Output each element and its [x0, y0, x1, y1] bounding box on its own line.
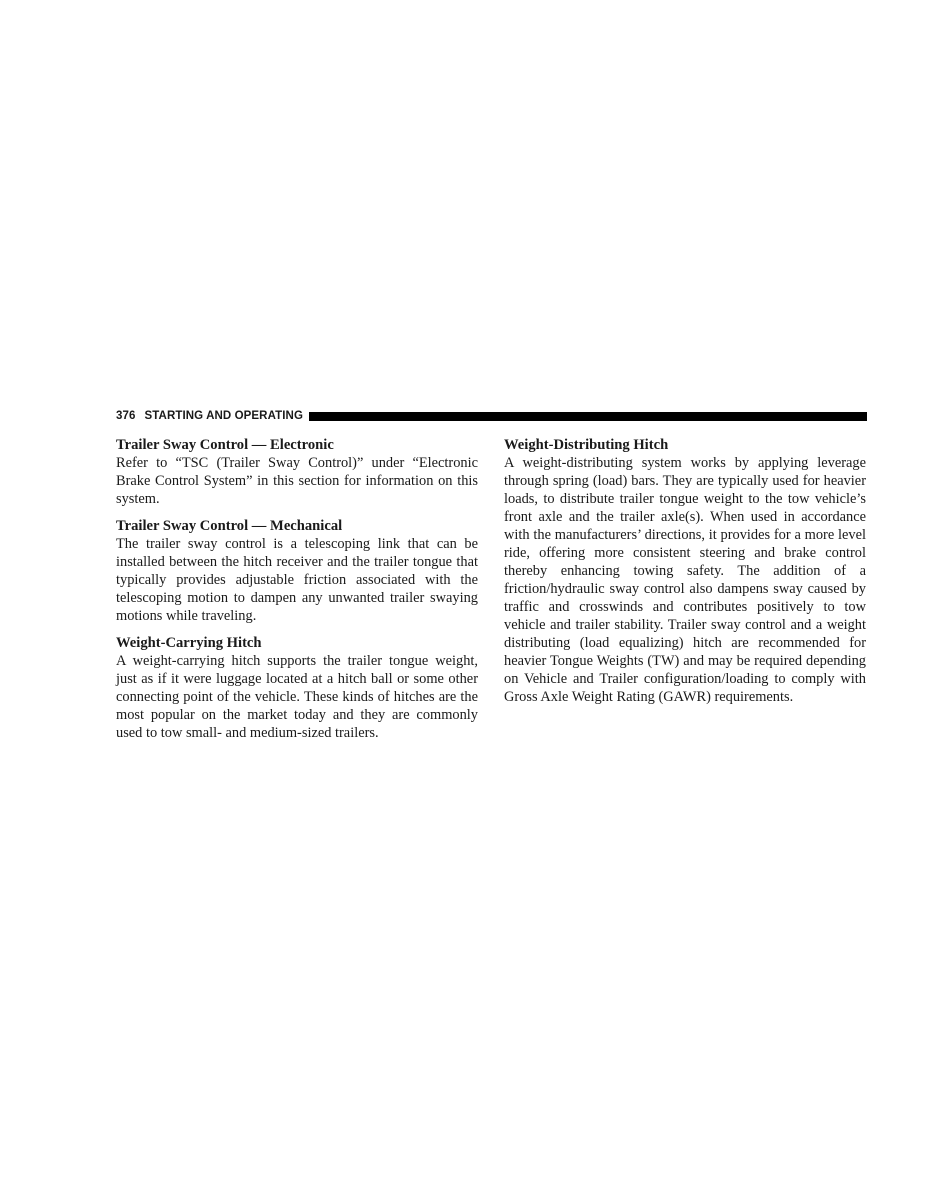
header-rule: [309, 412, 867, 421]
section-heading: Weight-Distributing Hitch: [504, 437, 669, 453]
section-trailer-sway-electronic: [116, 436, 478, 508]
section-body: Refer to “TSC (Trailer Sway Control)” under “Electronic Brake Control System” in this section for information on this system.: [116, 455, 478, 507]
section-trailer-sway-mechanical: [116, 517, 478, 625]
section-title: STARTING AND OPERATING: [144, 410, 304, 422]
section-body: A weight-carrying hitch supports the trailer tongue weight, just as if it were luggage located at a hitch ball or some other connecting point of the vehicle. These kinds of hitches are the most popular on the market today and they are commonly used to tow small- and medium-sized trailers.: [116, 653, 478, 741]
section-body: The trailer sway control is a telescoping link that can be installed between the hitch receiver and the trailer tongue that typically provides adjustable friction associated with the telescoping motion to dampen any unwanted trailer swaying motions while traveling.: [116, 536, 478, 624]
page-number: 376: [116, 410, 136, 422]
right-column: [504, 436, 866, 715]
left-column: [116, 436, 478, 751]
section-heading: Weight-Carrying Hitch: [116, 635, 262, 651]
page-header: [116, 409, 867, 423]
section-heading: Trailer Sway Control — Mechanical: [116, 518, 343, 534]
section-weight-distributing-hitch: [504, 436, 866, 706]
section-heading: Trailer Sway Control — Electronic: [116, 437, 334, 453]
section-body: A weight-distributing system works by applying leverage through spring (load) bars. They are typically used for heavier loads, to distribute trailer tongue weight to the tow vehicle’s front axle and the trailer axle(s). When used in accordance with the manufacturers’ directions, it provides for a more level ride, offering more consistent steering and brake control thereby enhancing towing safety. The addition of a friction/hydraulic sway control also dampens sway caused by traffic and crosswinds and contributes positively to tow vehicle and trailer stability. Trailer sway control and a weight distributing (load equalizing) hitch are recommended for heavier Tongue Weights (TW) and may be required depending on Vehicle and Trailer configuration/loading to comply with Gross Axle Weight Rating (GAWR) requirements.: [504, 455, 866, 705]
section-weight-carrying-hitch: [116, 634, 478, 742]
